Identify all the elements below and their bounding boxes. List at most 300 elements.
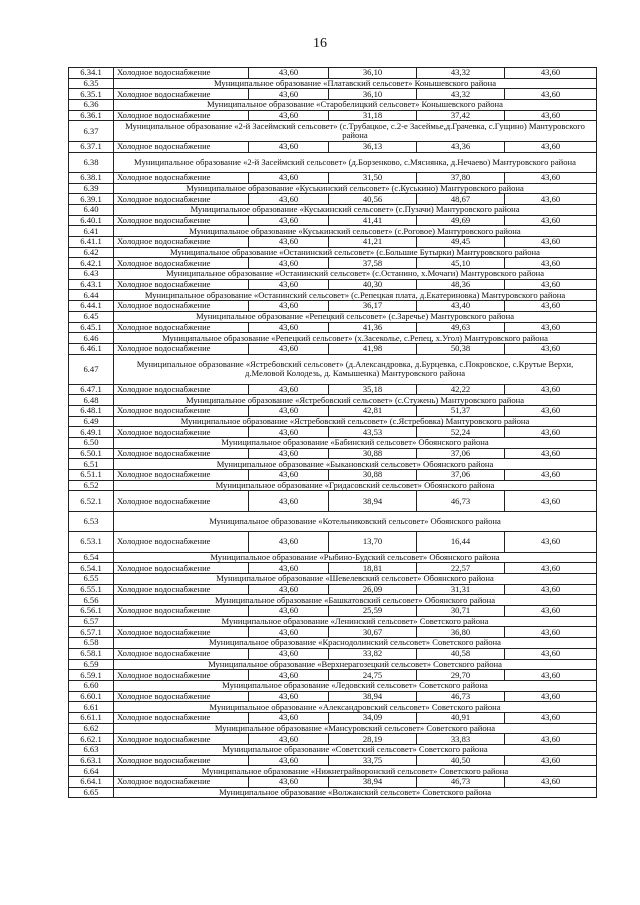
row-number: 6.49.1 xyxy=(69,427,114,438)
section-header-row xyxy=(69,183,597,194)
tariff-value-4: 43,60 xyxy=(505,491,597,511)
municipality-title: Муниципальное образование «Рыбино-Будский сельсовет» Обоянского района xyxy=(114,552,597,563)
section-header-row xyxy=(69,121,597,141)
tariff-value-1: 43,60 xyxy=(249,627,329,638)
service-label: Холодное водоснабжение xyxy=(114,237,249,248)
table-row xyxy=(69,691,597,702)
municipality-title: Муниципальное образование «Волжанский сельсовет» Советского района xyxy=(114,787,597,798)
row-number: 6.53.1 xyxy=(69,532,114,552)
tariff-value-4: 43,60 xyxy=(505,584,597,595)
tariff-value-1: 43,60 xyxy=(249,563,329,574)
table-row xyxy=(69,491,597,511)
section-header-row xyxy=(69,290,597,301)
row-number: 6.39 xyxy=(69,183,114,194)
service-label: Холодное водоснабжение xyxy=(114,141,249,152)
table-row xyxy=(69,584,597,595)
section-header-row xyxy=(69,438,597,449)
tariff-value-2: 41,41 xyxy=(329,215,417,226)
tariff-value-2: 40,30 xyxy=(329,279,417,290)
tariff-value-1: 43,60 xyxy=(249,584,329,595)
municipality-title: Муниципальное образование «Ястребовский сельсовет» (с.Ястребовка) Мантуровского района xyxy=(114,416,597,427)
row-number: 6.47.1 xyxy=(69,384,114,395)
municipality-title: Муниципальное образование «Краснодолинский сельсовет» Советского района xyxy=(114,638,597,649)
service-label: Холодное водоснабжение xyxy=(114,691,249,702)
municipality-title: Муниципальное образование «Куськинский сельсовет» (с.Куськино) Мантуровского района xyxy=(114,183,597,194)
tariff-value-1: 43,60 xyxy=(249,691,329,702)
table-row xyxy=(69,343,597,354)
municipality-title: Муниципальное образование «Репецкий сельсовет» (с.Заречье) Мантуровского района xyxy=(114,311,597,322)
tariff-value-4: 43,60 xyxy=(505,627,597,638)
tariff-value-1: 43,60 xyxy=(249,68,329,79)
table-row xyxy=(69,648,597,659)
tariff-value-4: 43,60 xyxy=(505,141,597,152)
tariff-value-2: 41,98 xyxy=(329,343,417,354)
municipality-title: Муниципальное образование «Советский сельсовет» Советского района xyxy=(114,745,597,756)
row-number: 6.48 xyxy=(69,395,114,406)
tariff-value-2: 18,81 xyxy=(329,563,417,574)
tariff-value-3: 22,57 xyxy=(417,563,505,574)
tariff-table xyxy=(68,67,597,798)
table-row xyxy=(69,237,597,248)
tariff-value-2: 42,81 xyxy=(329,405,417,416)
table-row xyxy=(69,89,597,100)
tariff-value-4: 43,60 xyxy=(505,194,597,205)
tariff-value-3: 40,91 xyxy=(417,712,505,723)
table-row xyxy=(69,627,597,638)
row-number: 6.41.1 xyxy=(69,237,114,248)
tariff-value-4: 43,60 xyxy=(505,448,597,459)
tariff-value-1: 43,60 xyxy=(249,491,329,511)
table-row xyxy=(69,606,597,617)
table-row xyxy=(69,172,597,183)
municipality-title: Муниципальное образование «Ястребовский сельсовет» (д.Александровка, д.Бурцевка, с.Покровское, с.Крутые Верхи, д.Меловой Колодезь, д. Камышенка) Мантуровского района xyxy=(114,354,597,384)
tariff-value-2: 36,10 xyxy=(329,89,417,100)
service-label: Холодное водоснабжение xyxy=(114,172,249,183)
section-header-row xyxy=(69,616,597,627)
tariff-value-3: 48,67 xyxy=(417,194,505,205)
table-row xyxy=(69,68,597,79)
tariff-value-3: 43,32 xyxy=(417,68,505,79)
tariff-value-2: 26,09 xyxy=(329,584,417,595)
tariff-value-1: 43,60 xyxy=(249,322,329,333)
tariff-value-4: 43,60 xyxy=(505,322,597,333)
tariff-value-2: 38,94 xyxy=(329,491,417,511)
municipality-title: Муниципальное образование «Останинский сельсовет» (с.Большие Бутырки) Мантуровского района xyxy=(114,247,597,258)
tariff-value-2: 33,82 xyxy=(329,648,417,659)
service-label: Холодное водоснабжение xyxy=(114,627,249,638)
service-label: Холодное водоснабжение xyxy=(114,384,249,395)
municipality-title: Муниципальное образование «Александровский сельсовет» Советского района xyxy=(114,702,597,713)
tariff-value-2: 13,70 xyxy=(329,532,417,552)
tariff-value-4: 43,60 xyxy=(505,755,597,766)
tariff-value-2: 25,59 xyxy=(329,606,417,617)
table-row xyxy=(69,532,597,552)
tariff-value-4: 43,60 xyxy=(505,172,597,183)
row-number: 6.50 xyxy=(69,438,114,449)
municipality-title: Муниципальное образование «Куськинский сельсовет» (с.Роговое) Мантуровского района xyxy=(114,226,597,237)
tariff-value-1: 43,60 xyxy=(249,405,329,416)
tariff-value-1: 43,60 xyxy=(249,141,329,152)
tariff-value-3: 52,24 xyxy=(417,427,505,438)
tariff-value-3: 43,36 xyxy=(417,141,505,152)
tariff-value-4: 43,60 xyxy=(505,712,597,723)
table-row xyxy=(69,384,597,395)
tariff-value-2: 41,36 xyxy=(329,322,417,333)
row-number: 6.55.1 xyxy=(69,584,114,595)
table-row xyxy=(69,194,597,205)
service-label: Холодное водоснабжение xyxy=(114,491,249,511)
section-header-row xyxy=(69,459,597,470)
row-number: 6.54.1 xyxy=(69,563,114,574)
tariff-value-1: 43,60 xyxy=(249,194,329,205)
section-header-row xyxy=(69,745,597,756)
table-row xyxy=(69,777,597,788)
tariff-value-2: 43,53 xyxy=(329,427,417,438)
row-number: 6.59.1 xyxy=(69,670,114,681)
row-number: 6.40 xyxy=(69,204,114,215)
tariff-value-4: 43,60 xyxy=(505,648,597,659)
section-header-row xyxy=(69,247,597,258)
tariff-value-3: 16,44 xyxy=(417,532,505,552)
municipality-title: Муниципальное образование «Старобелицкий сельсовет» Конышевского района xyxy=(114,100,597,111)
tariff-value-1: 43,60 xyxy=(249,470,329,481)
tariff-value-3: 42,22 xyxy=(417,384,505,395)
tariff-table-body xyxy=(69,68,597,798)
tariff-value-1: 43,60 xyxy=(249,448,329,459)
tariff-value-4: 43,60 xyxy=(505,68,597,79)
tariff-value-3: 49,69 xyxy=(417,215,505,226)
municipality-title: Муниципальное образование «2-й Засеймский сельсовет» (д.Борзенково, с.Мяснянка, д.Нечаево) Мантуровского района xyxy=(114,152,597,172)
section-header-row xyxy=(69,269,597,280)
tariff-value-1: 43,60 xyxy=(249,384,329,395)
tariff-value-1: 43,60 xyxy=(249,670,329,681)
tariff-value-3: 49,63 xyxy=(417,322,505,333)
municipality-title: Муниципальное образование «Ледовский сельсовет» Советского района xyxy=(114,680,597,691)
section-header-row xyxy=(69,152,597,172)
service-label: Холодное водоснабжение xyxy=(114,563,249,574)
municipality-title: Муниципальное образование «Репецкий сельсовет» (х.Засеколье, с.Репец, х.Угол) Мантуровского района xyxy=(114,333,597,344)
tariff-value-3: 31,31 xyxy=(417,584,505,595)
tariff-value-1: 43,60 xyxy=(249,648,329,659)
tariff-value-4: 43,60 xyxy=(505,691,597,702)
tariff-value-3: 46,73 xyxy=(417,777,505,788)
row-number: 6.62.1 xyxy=(69,734,114,745)
municipality-title: Муниципальное образование «Ястребовский сельсовет» (с.Стужень) Мантуровского района xyxy=(114,395,597,406)
row-number: 6.42.1 xyxy=(69,258,114,269)
page-number: 16 xyxy=(313,36,327,51)
row-number: 6.58.1 xyxy=(69,648,114,659)
tariff-value-3: 49,45 xyxy=(417,237,505,248)
service-label: Холодное водоснабжение xyxy=(114,448,249,459)
tariff-value-1: 43,60 xyxy=(249,89,329,100)
row-number: 6.52.1 xyxy=(69,491,114,511)
service-label: Холодное водоснабжение xyxy=(114,110,249,121)
tariff-value-2: 38,94 xyxy=(329,691,417,702)
tariff-value-3: 45,10 xyxy=(417,258,505,269)
service-label: Холодное водоснабжение xyxy=(114,215,249,226)
tariff-value-1: 43,60 xyxy=(249,427,329,438)
municipality-title: Муниципальное образование «Платавский сельсовет» Конышевского района xyxy=(114,78,597,89)
municipality-title: Муниципальное образование «Ленинский сельсовет» Советского района xyxy=(114,616,597,627)
tariff-value-3: 36,80 xyxy=(417,627,505,638)
tariff-value-3: 37,06 xyxy=(417,470,505,481)
table-row xyxy=(69,322,597,333)
row-number: 6.51.1 xyxy=(69,470,114,481)
municipality-title: Муниципальное образование «Котельниковский сельсовет» Обоянского района xyxy=(114,511,597,531)
row-number: 6.35 xyxy=(69,78,114,89)
tariff-value-4: 43,60 xyxy=(505,279,597,290)
table-row xyxy=(69,258,597,269)
service-label: Холодное водоснабжение xyxy=(114,405,249,416)
section-header-row xyxy=(69,226,597,237)
row-number: 6.58 xyxy=(69,638,114,649)
table-row xyxy=(69,215,597,226)
row-number: 6.52 xyxy=(69,480,114,491)
tariff-value-4: 43,60 xyxy=(505,215,597,226)
tariff-value-2: 30,88 xyxy=(329,448,417,459)
tariff-value-3: 40,58 xyxy=(417,648,505,659)
tariff-value-4: 43,60 xyxy=(505,301,597,312)
row-number: 6.46 xyxy=(69,333,114,344)
municipality-title: Муниципальное образование «Быкановский сельсовет» Обоянского района xyxy=(114,459,597,470)
row-number: 6.45 xyxy=(69,311,114,322)
tariff-value-1: 43,60 xyxy=(249,755,329,766)
section-header-row xyxy=(69,395,597,406)
tariff-value-3: 48,36 xyxy=(417,279,505,290)
municipality-title: Муниципальное образование «Бабинский сельсовет» Обоянского района xyxy=(114,438,597,449)
tariff-value-2: 36,10 xyxy=(329,68,417,79)
tariff-value-1: 43,60 xyxy=(249,606,329,617)
tariff-value-2: 40,56 xyxy=(329,194,417,205)
tariff-value-2: 38,94 xyxy=(329,777,417,788)
row-number: 6.64 xyxy=(69,766,114,777)
tariff-value-3: 46,73 xyxy=(417,691,505,702)
row-number: 6.48.1 xyxy=(69,405,114,416)
row-number: 6.41 xyxy=(69,226,114,237)
table-row xyxy=(69,110,597,121)
section-header-row xyxy=(69,78,597,89)
service-label: Холодное водоснабжение xyxy=(114,89,249,100)
row-number: 6.36.1 xyxy=(69,110,114,121)
service-label: Холодное водоснабжение xyxy=(114,734,249,745)
municipality-title: Муниципальное образование «Башкатовский сельсовет» Обоянского района xyxy=(114,595,597,606)
row-number: 6.50.1 xyxy=(69,448,114,459)
service-label: Холодное водоснабжение xyxy=(114,301,249,312)
row-number: 6.46.1 xyxy=(69,343,114,354)
section-header-row xyxy=(69,311,597,322)
tariff-value-2: 41,21 xyxy=(329,237,417,248)
row-number: 6.61.1 xyxy=(69,712,114,723)
row-number: 6.55 xyxy=(69,574,114,585)
row-number: 6.54 xyxy=(69,552,114,563)
section-header-row xyxy=(69,723,597,734)
row-number: 6.38.1 xyxy=(69,172,114,183)
municipality-title: Муниципальное образование «Мансуровский сельсовет» Советского района xyxy=(114,723,597,734)
tariff-value-4: 43,60 xyxy=(505,89,597,100)
row-number: 6.34.1 xyxy=(69,68,114,79)
tariff-value-4: 43,60 xyxy=(505,258,597,269)
tariff-value-3: 43,32 xyxy=(417,89,505,100)
row-number: 6.39.1 xyxy=(69,194,114,205)
row-number: 6.57.1 xyxy=(69,627,114,638)
tariff-value-3: 29,70 xyxy=(417,670,505,681)
tariff-value-4: 43,60 xyxy=(505,427,597,438)
tariff-value-2: 33,75 xyxy=(329,755,417,766)
row-number: 6.40.1 xyxy=(69,215,114,226)
tariff-value-3: 37,80 xyxy=(417,172,505,183)
table-row xyxy=(69,279,597,290)
tariff-value-3: 37,06 xyxy=(417,448,505,459)
section-header-row xyxy=(69,595,597,606)
tariff-value-1: 43,60 xyxy=(249,712,329,723)
service-label: Холодное водоснабжение xyxy=(114,194,249,205)
tariff-value-2: 34,09 xyxy=(329,712,417,723)
table-row xyxy=(69,563,597,574)
section-header-row xyxy=(69,100,597,111)
tariff-value-3: 50,38 xyxy=(417,343,505,354)
row-number: 6.57 xyxy=(69,616,114,627)
tariff-value-3: 33,83 xyxy=(417,734,505,745)
row-number: 6.60 xyxy=(69,680,114,691)
tariff-value-3: 51,37 xyxy=(417,405,505,416)
service-label: Холодное водоснабжение xyxy=(114,584,249,595)
municipality-title: Муниципальное образование «Верхнерагозецкий сельсовет» Советского района xyxy=(114,659,597,670)
row-number: 6.42 xyxy=(69,247,114,258)
tariff-value-4: 43,60 xyxy=(505,563,597,574)
tariff-value-3: 46,73 xyxy=(417,491,505,511)
row-number: 6.62 xyxy=(69,723,114,734)
table-row xyxy=(69,712,597,723)
service-label: Холодное водоснабжение xyxy=(114,258,249,269)
tariff-value-2: 36,17 xyxy=(329,301,417,312)
table-row xyxy=(69,301,597,312)
tariff-value-4: 43,60 xyxy=(505,237,597,248)
service-label: Холодное водоснабжение xyxy=(114,777,249,788)
municipality-title: Муниципальное образование «2-й Засеймский сельсовет» (с.Трубацкое, с.2-е Засеймье,д.Грачевка, с.Гущино) Мантуровского района xyxy=(114,121,597,141)
tariff-value-2: 31,50 xyxy=(329,172,417,183)
section-header-row xyxy=(69,204,597,215)
row-number: 6.51 xyxy=(69,459,114,470)
municipality-title: Муниципальное образование «Останинский сельсовет» (с.Останино, х.Мочаги) Мантуровского района xyxy=(114,269,597,280)
row-number: 6.63.1 xyxy=(69,755,114,766)
municipality-title: Муниципальное образование «Гридасовский сельсовет» Обоянского района xyxy=(114,480,597,491)
table-row xyxy=(69,670,597,681)
table-row xyxy=(69,734,597,745)
municipality-title: Муниципальное образование «Нижнеграйворонский сельсовет» Советского района xyxy=(114,766,597,777)
tariff-value-2: 31,18 xyxy=(329,110,417,121)
section-header-row xyxy=(69,702,597,713)
row-number: 6.37.1 xyxy=(69,141,114,152)
tariff-value-1: 43,60 xyxy=(249,110,329,121)
municipality-title: Муниципальное образование «Останинский сельсовет» (с.Репецкая плата, д.Екатериновка) Мантуровского района xyxy=(114,290,597,301)
row-number: 6.44.1 xyxy=(69,301,114,312)
section-header-row xyxy=(69,511,597,531)
section-header-row xyxy=(69,787,597,798)
tariff-value-4: 43,60 xyxy=(505,670,597,681)
table-row xyxy=(69,427,597,438)
section-header-row xyxy=(69,480,597,491)
row-number: 6.56 xyxy=(69,595,114,606)
section-header-row xyxy=(69,638,597,649)
tariff-value-1: 43,60 xyxy=(249,532,329,552)
section-header-row xyxy=(69,333,597,344)
row-number: 6.36 xyxy=(69,100,114,111)
row-number: 6.64.1 xyxy=(69,777,114,788)
section-header-row xyxy=(69,766,597,777)
tariff-value-4: 43,60 xyxy=(505,343,597,354)
tariff-value-2: 36,13 xyxy=(329,141,417,152)
tariff-value-2: 30,67 xyxy=(329,627,417,638)
section-header-row xyxy=(69,416,597,427)
tariff-value-3: 43,40 xyxy=(417,301,505,312)
tariff-value-4: 43,60 xyxy=(505,734,597,745)
tariff-value-1: 43,60 xyxy=(249,237,329,248)
tariff-value-1: 43,60 xyxy=(249,279,329,290)
service-label: Холодное водоснабжение xyxy=(114,648,249,659)
table-row xyxy=(69,470,597,481)
tariff-value-1: 43,60 xyxy=(249,215,329,226)
table-row xyxy=(69,405,597,416)
section-header-row xyxy=(69,680,597,691)
service-label: Холодное водоснабжение xyxy=(114,343,249,354)
tariff-value-2: 37,58 xyxy=(329,258,417,269)
service-label: Холодное водоснабжение xyxy=(114,755,249,766)
service-label: Холодное водоснабжение xyxy=(114,427,249,438)
service-label: Холодное водоснабжение xyxy=(114,322,249,333)
tariff-value-4: 43,60 xyxy=(505,384,597,395)
row-number: 6.37 xyxy=(69,121,114,141)
section-header-row xyxy=(69,659,597,670)
tariff-value-4: 43,60 xyxy=(505,777,597,788)
table-row xyxy=(69,448,597,459)
tariff-value-1: 43,60 xyxy=(249,301,329,312)
table-row xyxy=(69,755,597,766)
table-row xyxy=(69,141,597,152)
row-number: 6.56.1 xyxy=(69,606,114,617)
tariff-value-1: 43,60 xyxy=(249,777,329,788)
service-label: Холодное водоснабжение xyxy=(114,279,249,290)
tariff-value-4: 43,60 xyxy=(505,606,597,617)
tariff-value-3: 40,50 xyxy=(417,755,505,766)
tariff-value-4: 43,60 xyxy=(505,405,597,416)
service-label: Холодное водоснабжение xyxy=(114,68,249,79)
tariff-value-4: 43,60 xyxy=(505,470,597,481)
section-header-row xyxy=(69,552,597,563)
tariff-value-2: 30,88 xyxy=(329,470,417,481)
service-label: Холодное водоснабжение xyxy=(114,470,249,481)
row-number: 6.45.1 xyxy=(69,322,114,333)
tariff-value-1: 43,60 xyxy=(249,258,329,269)
tariff-value-2: 24,75 xyxy=(329,670,417,681)
row-number: 6.49 xyxy=(69,416,114,427)
tariff-value-2: 28,19 xyxy=(329,734,417,745)
row-number: 6.43 xyxy=(69,269,114,280)
section-header-row xyxy=(69,574,597,585)
tariff-value-1: 43,60 xyxy=(249,734,329,745)
row-number: 6.63 xyxy=(69,745,114,756)
row-number: 6.53 xyxy=(69,511,114,531)
municipality-title: Муниципальное образование «Куськинский сельсовет» (с.Пузачи) Мантуровского района xyxy=(114,204,597,215)
service-label: Холодное водоснабжение xyxy=(114,532,249,552)
service-label: Холодное водоснабжение xyxy=(114,670,249,681)
row-number: 6.61 xyxy=(69,702,114,713)
row-number: 6.65 xyxy=(69,787,114,798)
municipality-title: Муниципальное образование «Шевелевский сельсовет» Обоянского района xyxy=(114,574,597,585)
service-label: Холодное водоснабжение xyxy=(114,606,249,617)
service-label: Холодное водоснабжение xyxy=(114,712,249,723)
row-number: 6.43.1 xyxy=(69,279,114,290)
row-number: 6.59 xyxy=(69,659,114,670)
